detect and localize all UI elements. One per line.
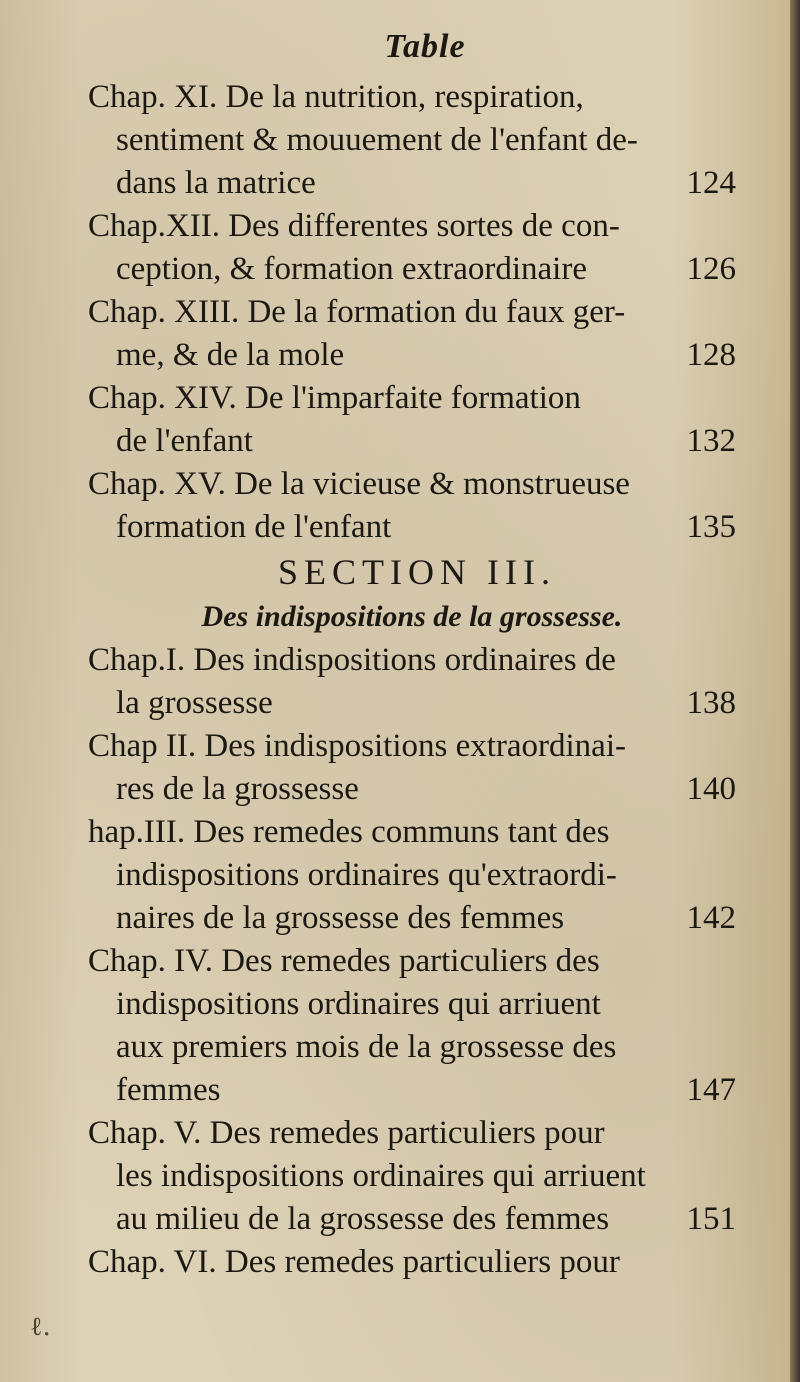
toc-entry [88, 1241, 736, 1284]
toc-page-number [728, 983, 736, 1026]
toc-line-text: Chap. XI. De la nutrition, respiration, [88, 79, 584, 115]
toc-line-text: naires de la grossesse des femmes [116, 900, 565, 936]
toc-line [88, 420, 736, 463]
toc-line-text: me, & de la mole [116, 337, 345, 373]
section-subtitle: Des indispositions de la grossesse. [201, 600, 623, 633]
toc-page-number: 138 [686, 685, 736, 721]
toc-entry [88, 205, 736, 291]
toc-line [88, 1069, 736, 1112]
toc-line [88, 377, 736, 420]
toc-page-number [728, 463, 736, 506]
toc-entries-part-2 [88, 639, 736, 1284]
toc-line-text: hap.III. Des remedes communs tant des [88, 814, 610, 850]
toc-line-text: Chap. VI. Des remedes particuliers pour [88, 1244, 620, 1280]
toc-line [88, 725, 736, 768]
toc-line [88, 334, 736, 377]
toc-entry [88, 463, 736, 549]
toc-line [88, 983, 736, 1026]
toc-page-number [728, 1155, 736, 1198]
toc-line-text: Chap. XIV. De l'imparfaite formation [88, 380, 581, 416]
toc-line [88, 1026, 736, 1069]
toc-page-number [728, 291, 736, 334]
toc-line [88, 897, 736, 940]
toc-entry [88, 639, 736, 725]
toc-page-number [728, 811, 736, 854]
toc-line [88, 768, 736, 811]
toc-line-text: dans la matrice [116, 165, 316, 201]
toc-entries-part-1 [88, 76, 736, 549]
toc-line-text: sentiment & mouuement de l'enfant de- [116, 122, 638, 158]
toc-page-number: 126 [686, 251, 736, 287]
toc-line-text: les indispositions ordinaires qui arriuent [116, 1158, 646, 1194]
toc-line-text: res de la grossesse [116, 771, 359, 807]
toc-entry [88, 725, 736, 811]
toc-entry [88, 377, 736, 463]
toc-line-text: Chap. V. Des remedes particuliers pour [88, 1115, 605, 1151]
toc-line-text: femmes [116, 1072, 221, 1108]
toc-line [88, 506, 736, 549]
toc-line [88, 248, 736, 291]
toc-line-text: Chap.I. Des indispositions ordinaires de [88, 642, 616, 678]
toc-line [88, 1112, 736, 1155]
toc-page-number: 151 [686, 1201, 736, 1237]
toc-page-number [728, 854, 736, 897]
toc-entry [88, 291, 736, 377]
toc-page-number [728, 119, 736, 162]
toc-line [88, 1155, 736, 1198]
toc-entry [88, 1112, 736, 1241]
table-of-contents [88, 76, 736, 1284]
toc-line-text: Chap II. Des indispositions extraordinai- [88, 728, 626, 764]
toc-page-number: 142 [686, 900, 736, 936]
toc-line [88, 940, 736, 983]
toc-page-number [728, 1241, 736, 1284]
toc-line-text: Chap.XII. Des differentes sortes de con- [88, 208, 620, 244]
toc-page-number [728, 377, 736, 420]
toc-line [88, 639, 736, 682]
toc-page-number: 140 [686, 771, 736, 807]
toc-line [88, 1241, 736, 1284]
toc-line-text: Chap. XV. De la vicieuse & monstrueuse [88, 466, 630, 502]
toc-page-number: 147 [686, 1072, 736, 1108]
toc-line [88, 76, 736, 119]
toc-line [88, 119, 736, 162]
toc-page-number: 128 [686, 337, 736, 373]
toc-line-text: de l'enfant [116, 423, 253, 459]
ink-mark: ℓ. [30, 1312, 51, 1342]
toc-line [88, 291, 736, 334]
toc-line-text: Chap. XIII. De la formation du faux ger- [88, 294, 626, 330]
toc-line [88, 811, 736, 854]
toc-line-text: la grossesse [116, 685, 273, 721]
toc-page-number [728, 1026, 736, 1069]
toc-line [88, 205, 736, 248]
toc-page-number [728, 205, 736, 248]
toc-line-text: aux premiers mois de la grossesse des [116, 1029, 617, 1065]
toc-line-text: formation de l'enfant [116, 509, 392, 545]
toc-page-number: 132 [686, 423, 736, 459]
toc-page-number: 124 [686, 165, 736, 201]
toc-line-text: au milieu de la grossesse des femmes [116, 1201, 610, 1237]
toc-line [88, 463, 736, 506]
toc-page-number [728, 639, 736, 682]
toc-line [88, 1198, 736, 1241]
toc-line-text: Chap. IV. Des remedes particuliers des [88, 943, 600, 979]
toc-page-number [728, 1112, 736, 1155]
toc-line-text: indispositions ordinaires qui arriuent [116, 986, 601, 1022]
toc-entry [88, 940, 736, 1112]
toc-line-text: ception, & formation extraordinaire [116, 251, 587, 287]
section-title: SECTION III. [278, 552, 556, 592]
toc-line [88, 162, 736, 205]
toc-entry [88, 811, 736, 940]
toc-line [88, 854, 736, 897]
toc-page-number [728, 76, 736, 119]
toc-entry [88, 76, 736, 205]
toc-line-text: indispositions ordinaires qu'extraordi- [116, 857, 617, 893]
toc-page-number: 135 [686, 509, 736, 545]
running-head: Table [384, 28, 466, 65]
toc-line [88, 682, 736, 725]
page-edge [790, 0, 800, 1382]
toc-page-number [728, 940, 736, 983]
toc-page-number [728, 725, 736, 768]
